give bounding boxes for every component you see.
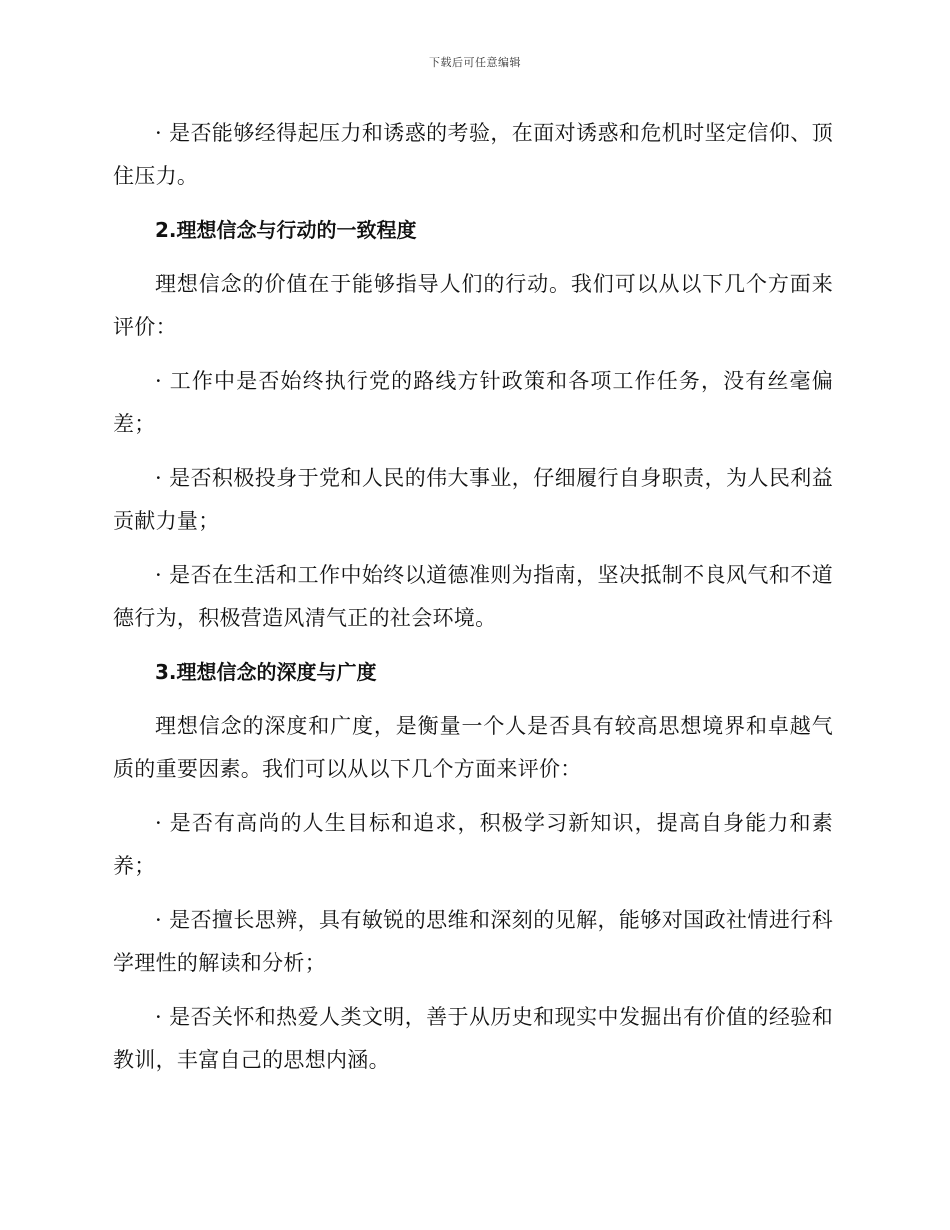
bullet-paragraph: · 是否能够经得起压力和诱惑的考验，在面对诱惑和危机时坚定信仰、顶住压力。 bbox=[113, 121, 833, 188]
page-header: 下载后可任意编辑 bbox=[429, 56, 521, 69]
section-heading: 3.理想信念的深度与广度 bbox=[155, 660, 377, 684]
body-paragraph: 理想信念的深度和广度，是衡量一个人是否具有较高思想境界和卓越气质的重要因素。我们可以从以下几个方面来评价： bbox=[113, 714, 833, 781]
bullet-paragraph: · 是否积极投身于党和人民的伟大事业，仔细履行自身职责，为人民利益贡献力量； bbox=[113, 466, 833, 533]
bullet-paragraph: · 是否在生活和工作中始终以道德准则为指南，坚决抵制不良风气和不道德行为，积极营造风清气正的社会环境。 bbox=[113, 563, 833, 630]
body-paragraph: 理想信念的价值在于能够指导人们的行动。我们可以从以下几个方面来评价： bbox=[113, 272, 833, 339]
bullet-paragraph: · 是否有高尚的人生目标和追求，积极学习新知识，提高自身能力和素养； bbox=[113, 811, 833, 878]
section-heading: 2.理想信念与行动的一致程度 bbox=[155, 218, 417, 242]
bullet-paragraph: · 是否关怀和热爱人类文明，善于从历史和现实中发掘出有价值的经验和教训，丰富自己的思想内涵。 bbox=[113, 1005, 833, 1072]
document-body bbox=[113, 112, 833, 1093]
bullet-paragraph: · 是否擅长思辨，具有敏锐的思维和深刻的见解，能够对国政社情进行科学理性的解读和分析； bbox=[113, 908, 833, 975]
bullet-paragraph: · 工作中是否始终执行党的路线方针政策和各项工作任务，没有丝毫偏差； bbox=[113, 369, 833, 436]
